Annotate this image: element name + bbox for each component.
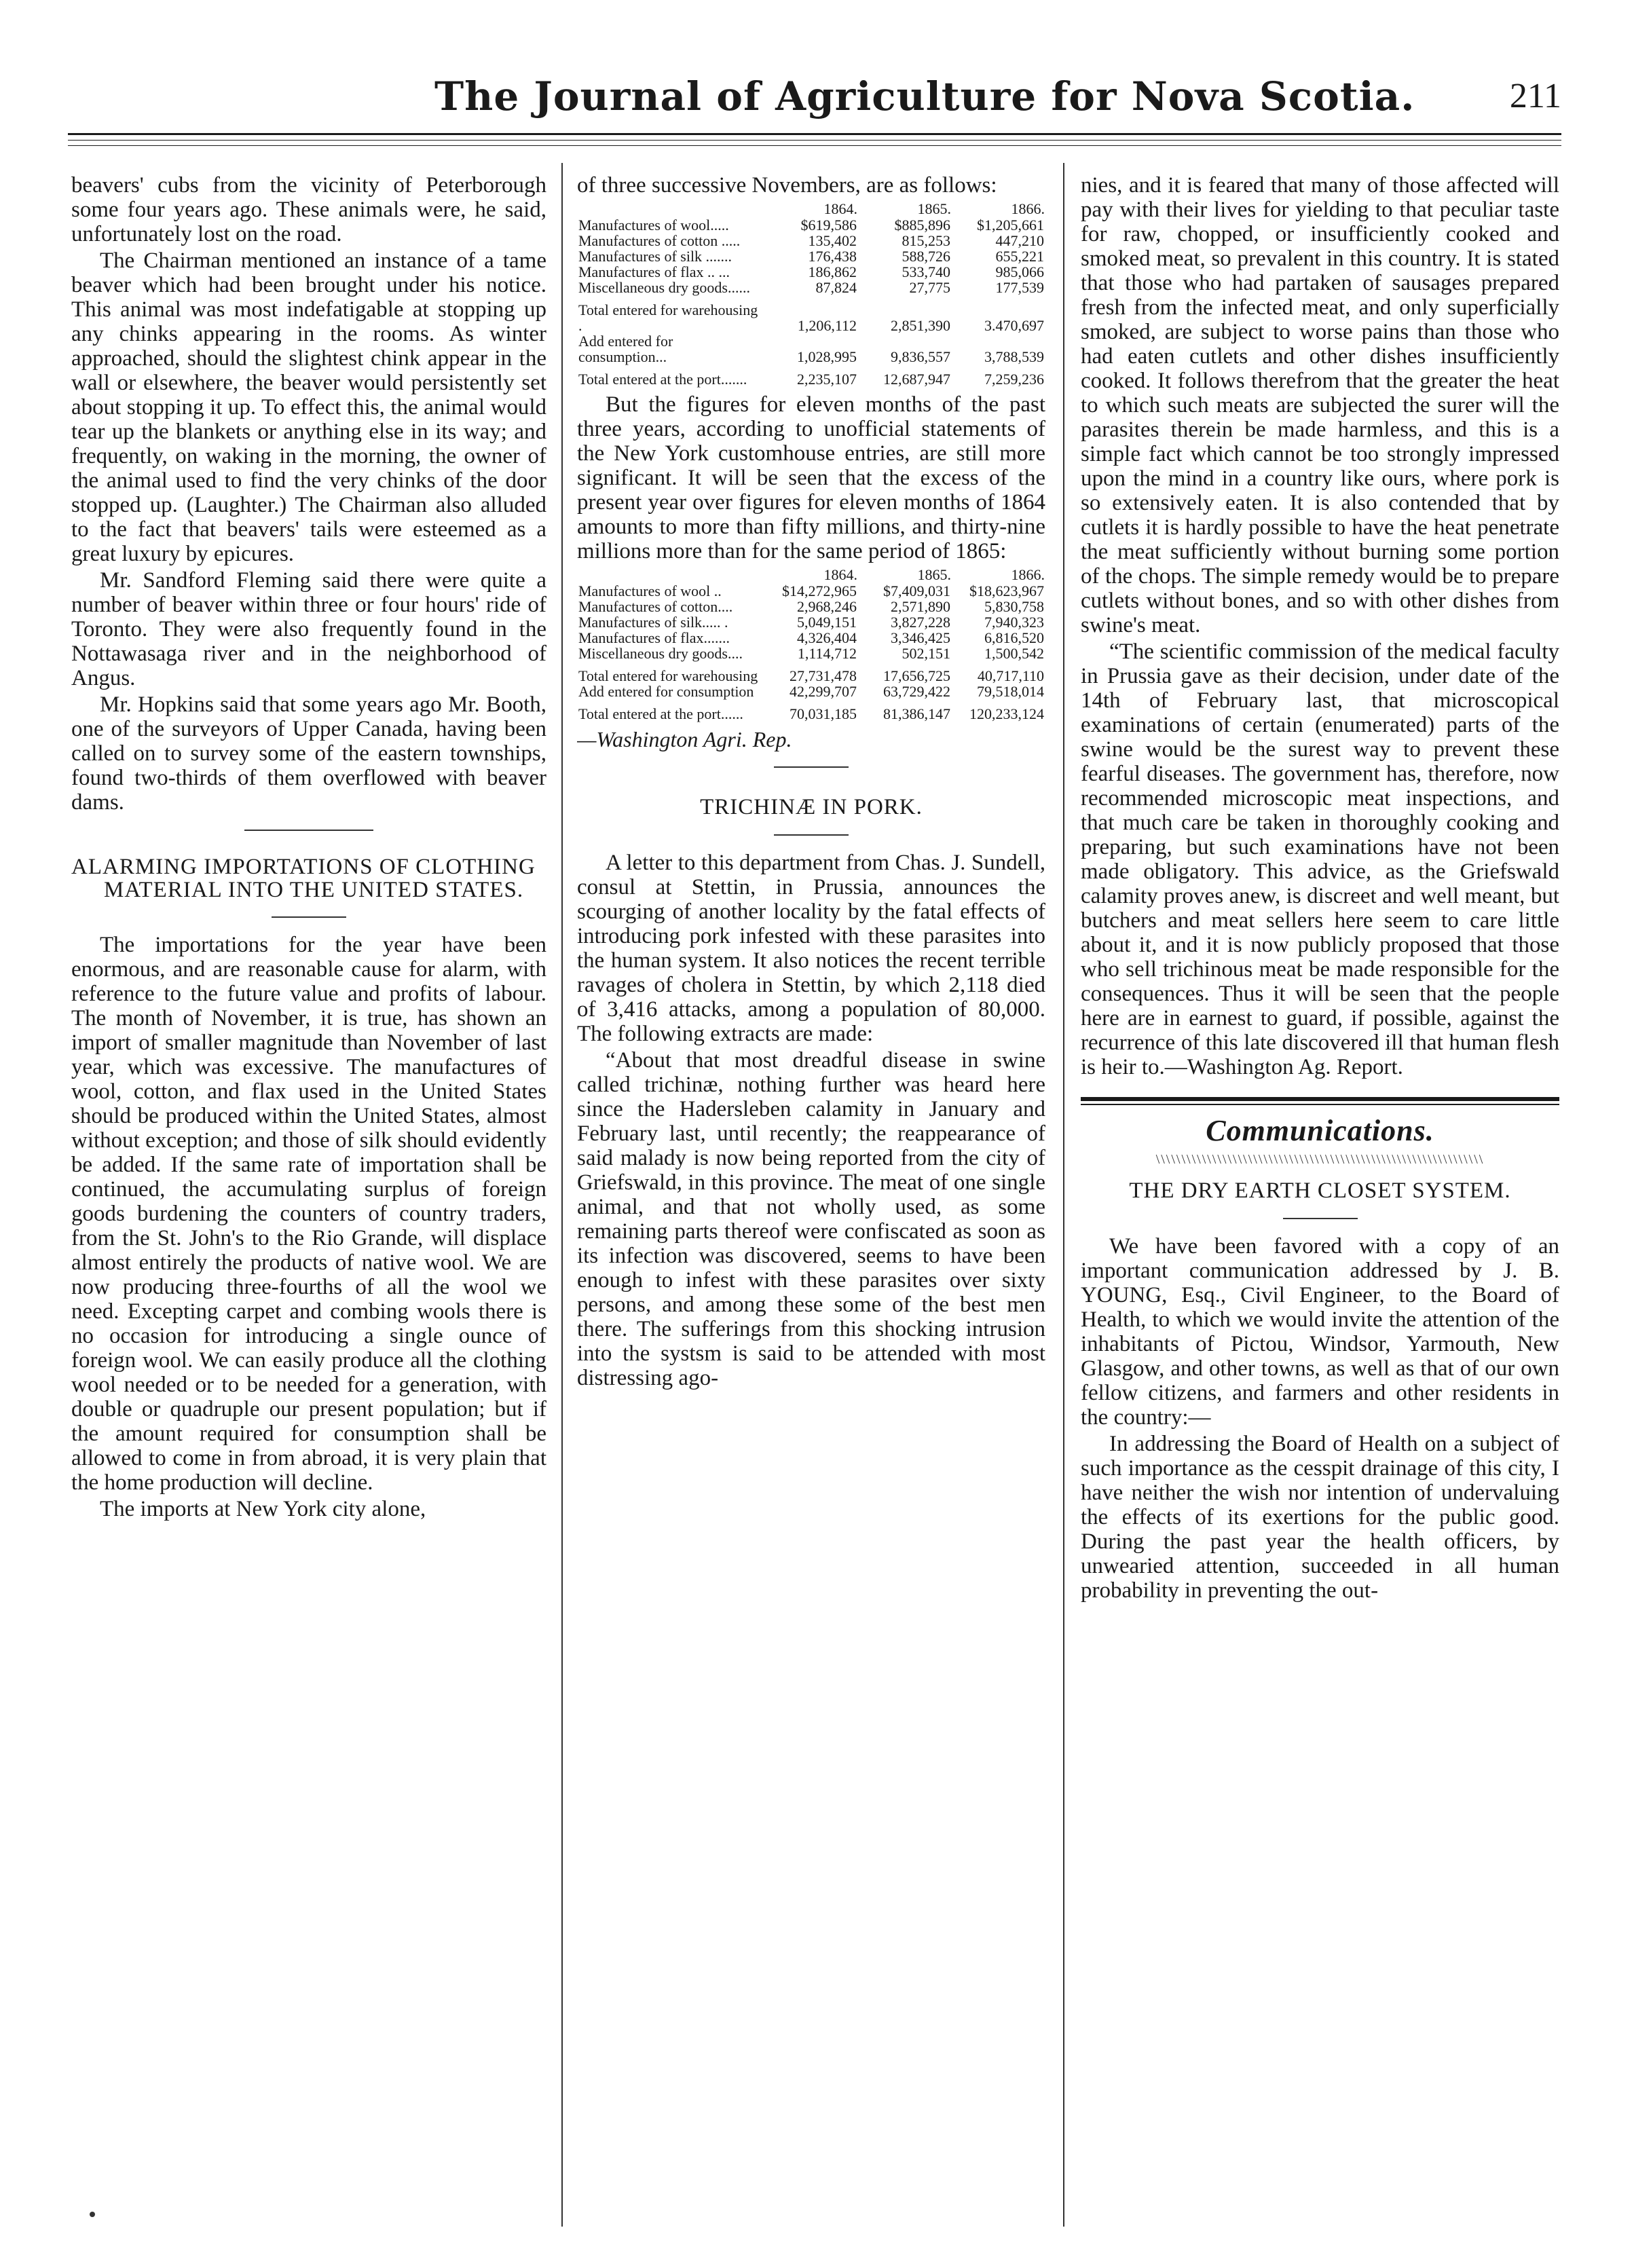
ornamental-rule: \\\\\\\\\\\\\\\\\\\\\\\\\\\\\\\\\\\\\\\\\\\\\\\\\\\\\\\\\\\\\\\\	[1155, 1152, 1485, 1167]
page-header	[68, 73, 1561, 128]
paragraph: The imports at New York city alone,	[100, 1497, 426, 1521]
section-rule	[774, 834, 849, 836]
table-row: Manufactures of wool..... $619,586 $885,896 $1,205,661	[578, 217, 1044, 234]
paragraph: The importations for the year have been enormous, and are reasonable cause for alarm, with reference to the future value and profits of labour. The month of November, it is true, has shown an import of smaller magnitude than November of last year, which was excessive. The manufactures of wool, cotton, and flax used in the United States should be produced within the United States, almost without exception; and those of silk should evidently be added. If the same rate of importation shall be continued, the accumulating surplus of foreign goods burdening the counters of country traders, from the St. John's to the Rio Grande, will displace almost entirely the products of native wool. We are now producing three-fourths of all the wool we need. Excepting carpet and combing wools there is no occasion for introducing a single ounce of foreign wool. We can easily produce all the clothing wool needed or to be needed for a generation, with double or quadruple our present population; but if the amount required for consumption shall be allowed to come in from abroad, it is very plain that the home production will decline.	[71, 933, 546, 1495]
table-row-total: Total entered at the port...... 70,031,185 81,386,147 120,233,124	[578, 705, 1044, 722]
year-header: 1865.	[917, 200, 951, 217]
column-divider	[1063, 163, 1064, 2227]
table-row: Miscellaneous dry goods.... 1,114,712 502,151 1,500,542	[578, 645, 1044, 662]
paragraph: We have been favored with a copy of an important communication addressed by J. B. YOUNG, Esq., Civil Engineer, to the Board of Health, to which we would invite the attention of the inhabitants of Pictou, Windsor, Yarmouth, New Glasgow, and other towns, as well as that of our own fellow citizens, and farmers and other residents in the country:—	[1081, 1234, 1559, 1430]
section-title: TRICHINÆ IN PORK.	[700, 795, 923, 819]
table-row-total: Total entered for warehousing 27,731,478 17,656,725 40,717,110	[578, 667, 1044, 684]
header-rule	[68, 133, 1561, 135]
section-rule	[774, 766, 849, 768]
column-3	[1081, 173, 1559, 2227]
table-row: Manufactures of flax .. ... 186,862 533,740 985,066	[578, 263, 1044, 280]
table-row: Manufactures of flax....... 4,326,404 3,346,425 6,816,520	[578, 629, 1044, 646]
printer-mark	[90, 2212, 95, 2217]
import-table-eleven-months	[577, 566, 1045, 722]
table-row: Miscellaneous dry goods...... 87,824 27,775 177,539	[578, 279, 1044, 296]
year-header: 1866.	[1011, 566, 1045, 583]
table-row-total: Add entered for consumption... 1,028,995 9,836,557 3,788,539	[578, 333, 1044, 365]
paragraph: “About that most dreadful disease in swine called trichinæ, nothing further was heard here since the Hadersleben calamity in January and February last, until recently; the reappearance of said malady is now being reported from the city of Griefswald, in this province. The meat of one single animal, and that not wholly used, as some remaining parts thereof were confiscated as soon as its infection was discovered, seems to have been enough to infest with these parasites over sixty persons, and among these some of the best men there. The sufferings from this shocking intrusion into the systsm is said to be attended with most distressing ago-	[577, 1048, 1045, 1390]
table-row: Manufactures of silk ....... 176,438 588,726 655,221	[578, 248, 1044, 265]
paragraph: In addressing the Board of Health on a subject of such importance as the cesspit drainage of this city, I have neither the wish nor intention of undervaluing the effects of its exertions for the public good. During the past year the health officers, by unwearied attention, succeeded in all human probability in preventing the out-	[1081, 1432, 1559, 1603]
communications-heading: Communications.	[1206, 1114, 1434, 1147]
year-header: 1864.	[823, 200, 857, 217]
year-header: 1866.	[1011, 200, 1045, 217]
section-title: THE DRY EARTH CLOSET SYSTEM.	[1129, 1178, 1511, 1203]
paragraph: The Chairman mentioned an instance of a tame beaver which had been brought under his notice. This animal was most indefatigable at stopping up any chinks appearing in the rooms. As winter approached, should the slightest chink appear in the wall or elsewhere, the beaver would persistently set about stopping it up. To effect this, the animal would tear up the blankets or anything else in its way; and frequently, on waking in the morning, the owner of the animal used to find the very chinks of the door stopped up. (Laughter.) The Chairman also alluded to the fact that beavers' tails were esteemed as a great luxury by epicures.	[71, 248, 546, 566]
table-row: Manufactures of cotton.... 2,968,246 2,571,890 5,830,758	[578, 598, 1044, 615]
header-rule-thin-2	[68, 145, 1561, 146]
year-header: 1864.	[823, 566, 857, 583]
table-row-total: Total entered at the port....... 2,235,107 12,687,947 7,259,236	[578, 371, 1044, 388]
column-1	[71, 173, 546, 2227]
table-row-total: Add entered for consumption 42,299,707 63,729,422 79,518,014	[578, 683, 1044, 700]
year-header: 1865.	[917, 566, 951, 583]
paragraph: But the figures for eleven months of the past three years, according to unofficial statements of the New York customhouse entries, are still more significant. It will be seen that the excess of the present year over figures for eleven months of 1864 amounts to more than fifty millions, and thirty-nine millions more than for the same period of 1865:	[577, 392, 1045, 563]
paragraph: beavers' cubs from the vicinity of Peterborough some four years ago. These animals were, he said, unfortunately lost on the road.	[71, 173, 546, 246]
paragraph: of three successive Novembers, are as follows:	[577, 173, 997, 198]
table-row-total: Total entered for warehousing . 1,206,112 2,851,390 3.470,697	[578, 301, 1044, 334]
paragraph: “The scientific commission of the medical faculty in Prussia gave as their decision, under date of the 14th of February last, that microscopical examinations of certain (enumerated) parts of the swine would be the surest way to prevent these fearful diseases. The government has, therefore, now recommended microscopic meat inspections, and that much care be taken in thoroughly cooking and preparing, but such examinations have not been made obligatory. This advice, as the Griefswald calamity proves anew, is discreet and well meant, but butchers and meat sellers here seem to care little about it, and it is now publicly proposed that those who sell trichinous meat be made responsible for the consequences. Thus it will be seen that the people here are in earnest to guard, if possible, against the recurrence of this late discovered ill that human flesh is heir to.—Washington Ag. Report.	[1081, 639, 1559, 1079]
journal-title: The Journal of Agriculture for Nova Scotia.	[434, 73, 1415, 119]
section-rule	[272, 916, 346, 918]
paragraph: A letter to this department from Chas. J. Sundell, consul at Stettin, in Prussia, announces the scourging of another locality by the fatal effects of introducing pork infested with these parasites into the human system. It also notices the recent terrible ravages of cholera in Stettin, by which 2,118 died of 3,416 attacks, among a population of 80,000. The following extracts are made:	[577, 851, 1045, 1046]
source-credit: —Washington Agri. Rep.	[577, 727, 792, 751]
section-rule	[1283, 1218, 1358, 1219]
column-divider	[561, 163, 563, 2227]
paragraph: Mr. Hopkins said that some years ago Mr. Booth, one of the surveyors of Upper Canada, having been called on to survey some of the eastern townships, found two-thirds of them overflowed with beaver dams.	[71, 692, 546, 815]
table-row: Manufactures of wool .. $14,272,965 $7,409,031 $18,623,967	[578, 582, 1044, 599]
table-row: Manufactures of silk..... . 5,049,151 3,827,228 7,940,323	[578, 614, 1044, 631]
section-double-rule	[1081, 1097, 1559, 1105]
table-row: Manufactures of cotton ..... 135,402 815,253 447,210	[578, 232, 1044, 249]
section-title: ALARMING IMPORTATIONS OF CLOTHING MATERIAL INTO THE UNITED STATES.	[71, 855, 536, 902]
import-table-novembers	[577, 200, 1045, 387]
paragraph: nies, and it is feared that many of those affected will pay with their lives for yielding to that peculiar taste for raw, chopped, or insufficiently cooked and smoked meat, so prevalent in this country. It is stated that those who had partaken of sausages prepared fresh from the infected meat, and only superficially smoked, are subject to worse pains than those who had eaten cutlets and other dishes insufficiently cooked. It follows therefrom that the greater the heat to which such meats are subjected the surer will the parasites therein be made harmless, and this is a simple fact which cannot be too strongly impressed upon the mind in a country like ours, where pork is so extensively eaten. It is also contended that by cutlets it is hardly possible to have the heat penetrate the meat sufficiently without burning some portion of the chops. The simple remedy would be to prepare cutlets without bones, and so with other dishes from swine's meat.	[1081, 173, 1559, 637]
section-rule	[244, 830, 373, 831]
header-rule-thin	[68, 140, 1561, 141]
page-number: 211	[1509, 77, 1561, 115]
paragraph: Mr. Sandford Fleming said there were quite a number of beaver within three or four hours' ride of Toronto. They were also frequently found in the Nottawasaga river and in the neighborhood of Angus.	[71, 568, 546, 690]
column-2	[577, 173, 1045, 2227]
